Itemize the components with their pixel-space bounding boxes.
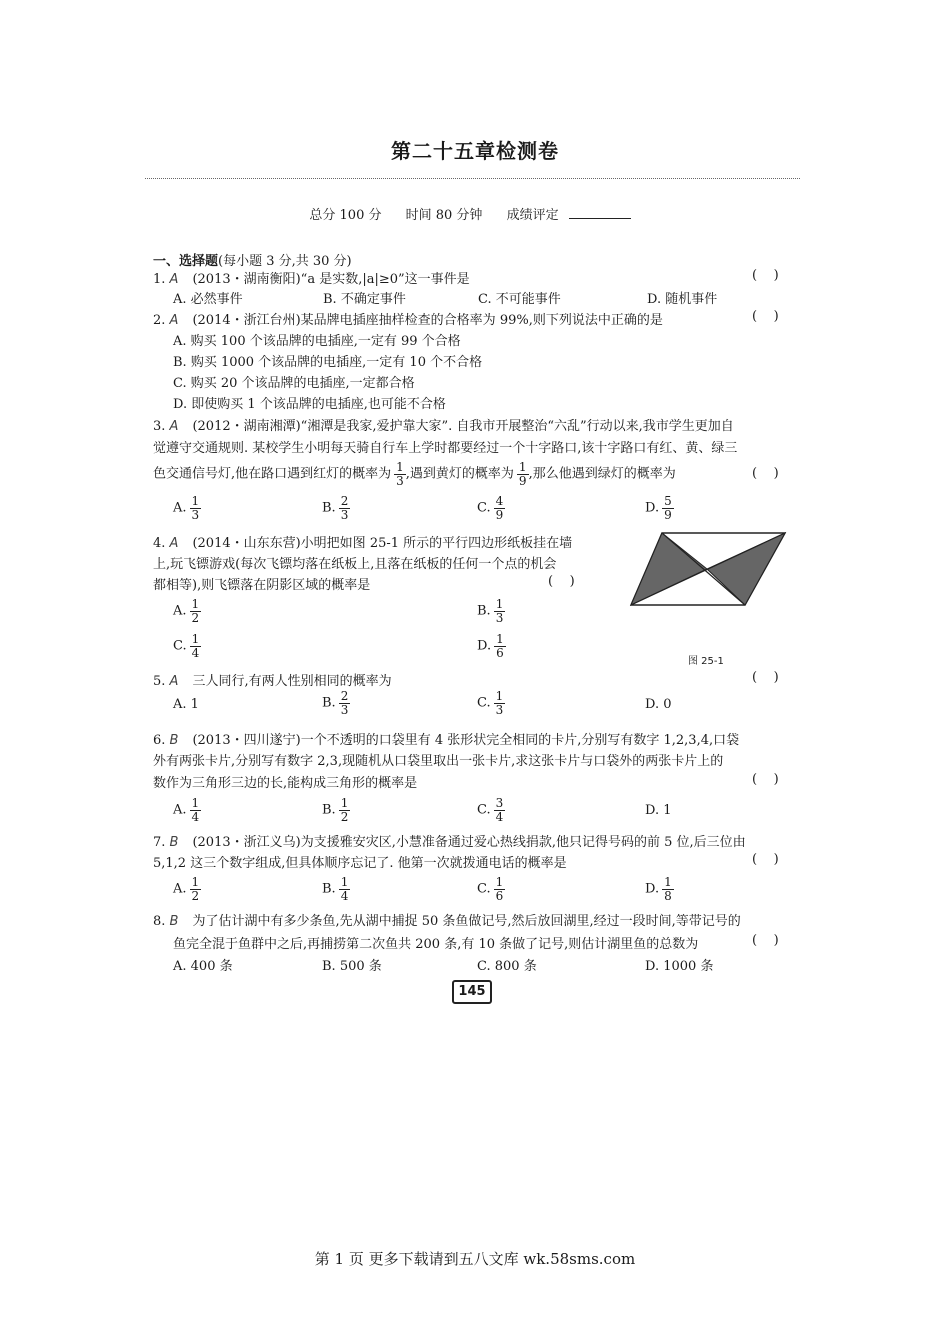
difficulty-marker: A bbox=[169, 419, 179, 434]
answer-blank[interactable]: ( ) bbox=[752, 670, 779, 685]
option-b: B. 购买 1000 个该品牌的电插座,一定有 10 个不合格 bbox=[173, 355, 483, 370]
option-a: A. 1 bbox=[173, 697, 199, 712]
difficulty-marker: A bbox=[169, 272, 179, 287]
option-a: A. 400 条 bbox=[173, 959, 233, 974]
question-5: 5. A 三人同行,有两人性别相同的概率为 bbox=[153, 674, 392, 689]
option-b: B. $\frac{2}{3}$ bbox=[322, 494, 349, 522]
parallelogram-figure bbox=[625, 525, 790, 612]
difficulty-marker: B bbox=[169, 914, 179, 929]
option-a: A. $\frac{1}{4}$ bbox=[173, 796, 200, 824]
fraction: $\frac{1}{3}$ bbox=[396, 460, 404, 488]
option-a: A. 必然事件 bbox=[173, 292, 243, 307]
answer-blank[interactable]: ( ) bbox=[752, 933, 779, 948]
option-b: B. $\frac{1}{4}$ bbox=[322, 875, 349, 903]
grade-field: 成绩评定 bbox=[507, 208, 641, 223]
option-a: A. $\frac{1}{2}$ bbox=[173, 875, 200, 903]
option-d: D. $\frac{1}{6}$ bbox=[477, 632, 504, 660]
difficulty-marker: B bbox=[169, 733, 179, 748]
question-1: 1. A (2013・湖南衡阳)“a 是实数,|a|≥0”这一事件是 bbox=[153, 272, 470, 287]
option-c: C. 不可能事件 bbox=[478, 292, 561, 307]
option-b: B. $\frac{1}{3}$ bbox=[477, 597, 504, 625]
option-d: D. 0 bbox=[645, 697, 672, 712]
option-d: D. 随机事件 bbox=[647, 292, 718, 307]
question-3-line: 色交通信号灯,他在路口遇到红灯的概率为 $\frac{1}{3}$ ,遇到黄灯的概率为 $\frac{1}{9}$ ,那么他遇到绿灯的概率为 bbox=[153, 460, 676, 488]
answer-blank[interactable]: ( ) bbox=[752, 772, 779, 787]
difficulty-marker: A bbox=[169, 313, 179, 328]
option-d: D. 即使购买 1 个该品牌的电插座,也可能不合格 bbox=[173, 397, 446, 412]
exam-info bbox=[0, 204, 950, 223]
title-divider bbox=[145, 178, 800, 179]
question-8-line: 鱼完全混于鱼群中之后,再捕捞第二次鱼共 200 条,有 10 条做了记号,则估计湖里鱼的总数为 bbox=[173, 937, 699, 952]
option-a: A. $\frac{1}{2}$ bbox=[173, 597, 200, 625]
difficulty-marker: B bbox=[169, 835, 179, 850]
question-4-line: 都相等),则飞镖落在阴影区域的概率是 bbox=[153, 578, 371, 593]
option-c: C. $\frac{1}{4}$ bbox=[173, 632, 200, 660]
grade-blank[interactable] bbox=[569, 206, 631, 219]
difficulty-marker: A bbox=[169, 536, 179, 551]
question-7: 7. B (2013・浙江义乌)为支援雅安灾区,小慧准备通过爱心热线捐款,他只记得号码的前 5 位,后三位由 bbox=[153, 835, 746, 850]
question-3-line: 觉遵守交通规则. 某校学生小明每天骑自行车上学时都要经过一个十字路口,该十字路口有红、黄、绿三 bbox=[153, 441, 738, 456]
section-heading: 一、选择题(每小题 3 分,共 30 分) bbox=[153, 254, 352, 269]
option-b: B. 500 条 bbox=[322, 959, 382, 974]
option-b: B. 不确定事件 bbox=[323, 292, 406, 307]
option-d: D. $\frac{5}{9}$ bbox=[645, 494, 672, 522]
option-b: B. $\frac{1}{2}$ bbox=[322, 796, 349, 824]
time-limit: 时间 80 分钟 bbox=[405, 208, 483, 223]
question-7-line: 5,1,2 这三个数字组成,但具体顺序忘记了. 他第一次就拨通电话的概率是 bbox=[153, 856, 567, 871]
option-c: C. $\frac{1}{3}$ bbox=[477, 689, 504, 717]
question-2: 2. A (2014・浙江台州)某品牌电插座抽样检查的合格率为 99%,则下列说法中正确的是 bbox=[153, 313, 663, 328]
question-6-line: 外有两张卡片,分别写有数字 2,3,现随机从口袋里取出一张卡片,求这张卡片与口袋外的两张卡片上的 bbox=[153, 754, 724, 769]
answer-blank[interactable]: ( ) bbox=[752, 466, 779, 481]
page-footer: 第 1 页 更多下载请到五八文库 wk.58sms.com bbox=[314, 1250, 636, 1268]
question-4-line: 上,玩飞镖游戏(每次飞镖均落在纸板上,且落在纸板的任何一个点的机会 bbox=[153, 557, 557, 572]
question-6: 6. B (2013・四川遂宁)一个不透明的口袋里有 4 张形状完全相同的卡片,分别写有数字 1,2,3,4,口袋 bbox=[153, 733, 740, 748]
fraction: $\frac{1}{9}$ bbox=[518, 460, 527, 488]
answer-blank[interactable]: ( ) bbox=[752, 309, 779, 324]
option-d: D. 1000 条 bbox=[645, 959, 714, 974]
option-c: C. 800 条 bbox=[477, 959, 537, 974]
question-4: 4. A (2014・山东东营)小明把如图 25-1 所示的平行四边形纸板挂在墙 bbox=[153, 536, 573, 551]
option-d: D. 1 bbox=[645, 803, 672, 818]
page-number-badge: 145 bbox=[452, 980, 492, 1004]
option-c: C. $\frac{4}{9}$ bbox=[477, 494, 504, 522]
answer-blank[interactable]: ( ) bbox=[752, 852, 779, 867]
page-title: 第二十五章检测卷 bbox=[391, 139, 559, 163]
answer-blank[interactable]: ( ) bbox=[752, 268, 779, 283]
option-a: A. $\frac{1}{3}$ bbox=[173, 494, 200, 522]
shaded-triangle-right bbox=[707, 533, 785, 605]
option-c: C. 购买 20 个该品牌的电插座,一定都合格 bbox=[173, 376, 415, 391]
option-d: D. $\frac{1}{8}$ bbox=[645, 875, 672, 903]
answer-blank[interactable]: ( ) bbox=[548, 574, 575, 589]
question-8: 8. B 为了估计湖中有多少条鱼,先从湖中捕捉 50 条鱼做记号,然后放回湖里,经过一段时间,等带记号的 bbox=[153, 914, 741, 929]
difficulty-marker: A bbox=[169, 674, 179, 689]
question-6-line: 数作为三角形三边的长,能构成三角形的概率是 bbox=[153, 776, 418, 791]
figure-caption: 图 25-1 bbox=[688, 656, 724, 667]
option-c: C. $\frac{3}{4}$ bbox=[477, 796, 504, 824]
total-score: 总分 100 分 bbox=[309, 208, 382, 223]
option-b: B. $\frac{2}{3}$ bbox=[322, 689, 349, 717]
option-a: A. 购买 100 个该品牌的电插座,一定有 99 个合格 bbox=[173, 334, 461, 349]
option-c: C. $\frac{1}{6}$ bbox=[477, 875, 504, 903]
shaded-triangle-left bbox=[631, 533, 707, 605]
question-3: 3. A (2012・湖南湘潭)“湘潭是我家,爱护靠大家”. 自我市开展整治“六乱”行动以来,我市学生更加自 bbox=[153, 419, 734, 434]
